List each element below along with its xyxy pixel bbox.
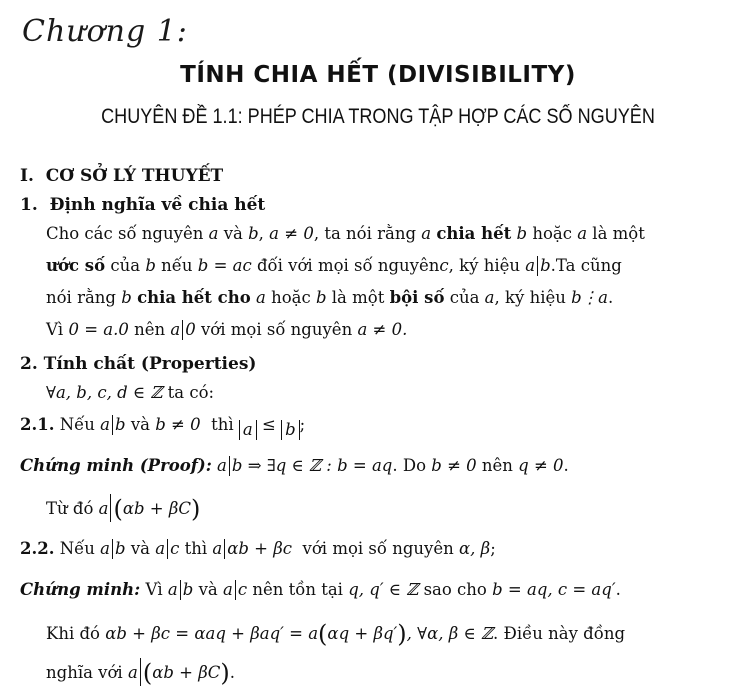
math-var: b bbox=[121, 288, 132, 307]
property-number: 2.1. bbox=[20, 415, 55, 434]
math-symbol: ≤ bbox=[262, 415, 276, 434]
text: sao cho bbox=[423, 580, 487, 599]
proof-label: Chứng minh: bbox=[20, 580, 141, 599]
definition-line-1 bbox=[46, 224, 645, 243]
property-2-1 bbox=[20, 415, 305, 440]
math-var: b bbox=[516, 224, 528, 243]
text: và bbox=[223, 224, 243, 243]
math-var: a bbox=[217, 456, 227, 475]
proof-label: Chứng minh (Proof): bbox=[20, 456, 212, 475]
math-var: a bbox=[100, 539, 111, 558]
math-expr: b = ac bbox=[197, 256, 252, 275]
paren: ( bbox=[113, 495, 123, 523]
text: Nếu bbox=[59, 415, 95, 434]
paren: ( bbox=[318, 620, 328, 648]
abs-value-b: b bbox=[281, 420, 300, 440]
text: và bbox=[130, 539, 150, 558]
text: Từ đó bbox=[46, 499, 94, 518]
text: . Điều này đồng bbox=[493, 624, 626, 643]
text: , bbox=[258, 224, 264, 243]
math-expr: b ≠ 0 bbox=[431, 456, 477, 475]
subsection-heading-properties bbox=[20, 354, 256, 374]
text: đối với mọi số nguyên bbox=[257, 256, 440, 275]
math-expr: q ≠ 0 bbox=[518, 456, 564, 475]
math-var: c bbox=[170, 539, 180, 558]
math-expr: a ≠ 0. bbox=[357, 320, 408, 339]
math-var: b bbox=[115, 539, 126, 558]
divides-bar bbox=[140, 658, 141, 686]
definition-line-2 bbox=[46, 256, 622, 276]
page-subtitle: CHUYÊN ĐỀ 1.1: PHÉP CHIA TRONG TẬP HỢP CÁC SỐ NGUYÊN bbox=[101, 105, 655, 128]
math-var: a bbox=[155, 539, 166, 558]
text: thì bbox=[211, 415, 234, 434]
text: của bbox=[110, 256, 141, 275]
definition-line-3: nói rằng b chia hết cho a hoặc b là một bội số của a, ký hiệu b⋮a. bbox=[46, 288, 614, 307]
math-var: b bbox=[315, 288, 327, 307]
divides-bar bbox=[180, 580, 181, 600]
math-var: c bbox=[439, 256, 449, 275]
bold-term: chia hết cho bbox=[137, 288, 251, 307]
abs-value-a: a bbox=[239, 420, 257, 440]
text: và bbox=[130, 415, 150, 434]
text: , ta nói rằng bbox=[313, 224, 417, 243]
text: hoặc bbox=[271, 288, 311, 307]
math-expr: αb + βC bbox=[152, 663, 221, 682]
text: Nếu bbox=[59, 539, 95, 558]
math-var: a bbox=[421, 224, 432, 243]
text: . bbox=[563, 456, 569, 475]
math-var: a bbox=[525, 256, 536, 275]
definition-line-4 bbox=[46, 320, 407, 340]
property-number: 2.2. bbox=[20, 539, 55, 558]
text: nếu bbox=[161, 256, 193, 275]
paren: ) bbox=[191, 495, 201, 523]
bold-term: bội số bbox=[389, 288, 445, 307]
text: Khi đó bbox=[46, 624, 100, 643]
math-var: a bbox=[170, 320, 181, 339]
math-expr: ⇒ ∃q ∈ ℤ : b = aq bbox=[247, 456, 393, 475]
text: . Do bbox=[392, 456, 427, 475]
math-expr: αb + βc = αaq + βaq′ = a bbox=[105, 624, 319, 643]
section-label: CƠ SỞ LÝ THUYẾT bbox=[45, 166, 224, 186]
divides-bar bbox=[110, 494, 111, 522]
divides-bar bbox=[224, 539, 225, 559]
math-var: a bbox=[167, 580, 178, 599]
text: , ký hiệu bbox=[448, 256, 521, 275]
paren: ( bbox=[142, 659, 153, 687]
math-expr: αb + βc bbox=[227, 539, 293, 558]
math-var: a bbox=[98, 499, 109, 518]
section-number: I. bbox=[20, 166, 34, 186]
math-var: 0 bbox=[185, 320, 196, 339]
math-var: a bbox=[100, 415, 111, 434]
proof-2-1-conclusion bbox=[46, 494, 200, 523]
text: .Ta cũng bbox=[550, 256, 622, 275]
math-var: c bbox=[237, 580, 248, 599]
proof-2-1 bbox=[20, 456, 569, 476]
text: hoặc bbox=[532, 224, 572, 243]
text: của bbox=[449, 288, 480, 307]
math-expr: ∀a, b, c, d ∈ ℤ bbox=[46, 383, 163, 402]
text: nên bbox=[481, 456, 513, 475]
subsection-number: 2. bbox=[20, 354, 38, 374]
math-expr: b ≠ 0 bbox=[155, 415, 201, 434]
math-expr: α, β bbox=[459, 539, 491, 558]
text: là một bbox=[592, 224, 645, 243]
text: nên bbox=[134, 320, 166, 339]
divides-bar bbox=[182, 320, 183, 340]
text: thì bbox=[184, 539, 208, 558]
math-var: b bbox=[145, 256, 156, 275]
divides-bar bbox=[235, 580, 236, 600]
text: nói rằng bbox=[46, 288, 116, 307]
text: Vì bbox=[46, 320, 64, 339]
paren: ) bbox=[397, 620, 407, 648]
divides-bar bbox=[537, 256, 538, 276]
bold-term: ước số bbox=[46, 256, 106, 275]
subsection-number: 1. bbox=[20, 195, 38, 215]
math-expr: b⋮a bbox=[571, 288, 609, 307]
math-var: a bbox=[484, 288, 495, 307]
text: . bbox=[229, 663, 235, 682]
math-expr: a ≠ 0 bbox=[269, 224, 314, 243]
text: nên tồn tại bbox=[252, 580, 343, 599]
text: với mọi số nguyên bbox=[302, 539, 454, 558]
math-expr: αq + βq′ bbox=[327, 624, 398, 643]
text: nghĩa với bbox=[46, 663, 123, 682]
subsection-label: Tính chất (Properties) bbox=[43, 354, 257, 374]
bold-term: chia hết bbox=[436, 224, 512, 243]
property-2-2 bbox=[20, 539, 496, 559]
text: ta có: bbox=[167, 383, 215, 402]
math-expr: q, q′ ∈ ℤ bbox=[348, 580, 419, 599]
divides-bar bbox=[112, 539, 113, 559]
subsection-heading-definition bbox=[20, 195, 265, 215]
math-var: a bbox=[208, 224, 219, 243]
proof-2-2-line-3 bbox=[46, 658, 235, 687]
math-var: b bbox=[115, 415, 126, 434]
text: , ký hiệu bbox=[494, 288, 566, 307]
math-var: b bbox=[540, 256, 551, 275]
divides-bar bbox=[229, 456, 230, 476]
text: với mọi số nguyên bbox=[200, 320, 353, 339]
text: Cho các số nguyên bbox=[46, 224, 204, 243]
proof-2-2 bbox=[20, 580, 621, 600]
properties-quantifier-line bbox=[46, 383, 214, 402]
math-expr: αb + βC bbox=[122, 499, 192, 518]
divides-bar bbox=[112, 415, 113, 435]
text: . bbox=[615, 580, 621, 599]
section-heading-theory bbox=[20, 166, 223, 186]
math-var: a bbox=[577, 224, 588, 243]
math-expr: 0 = a.0 bbox=[68, 320, 129, 339]
text: và bbox=[198, 580, 218, 599]
math-var: a bbox=[127, 663, 138, 682]
chapter-heading: Chương 1: bbox=[22, 14, 188, 49]
math-var: a bbox=[223, 580, 233, 599]
proof-2-2-line-2 bbox=[46, 620, 625, 648]
paren: ) bbox=[220, 659, 230, 687]
math-expr: b = aq, c = aq′ bbox=[492, 580, 616, 599]
math-var: b bbox=[248, 224, 259, 243]
math-var: a bbox=[255, 288, 266, 307]
subsection-label: Định nghĩa về chia hết bbox=[49, 195, 266, 215]
text: là một bbox=[331, 288, 385, 307]
math-expr: , ∀α, β ∈ ℤ bbox=[406, 624, 494, 643]
page-title: TÍNH CHIA HẾT (DIVISIBILITY) bbox=[180, 62, 576, 88]
text: ; bbox=[490, 539, 496, 558]
divides-bar bbox=[167, 539, 168, 559]
text: Vì bbox=[145, 580, 163, 599]
math-var: a bbox=[212, 539, 223, 558]
math-var: b bbox=[231, 456, 243, 475]
text: ; bbox=[299, 415, 306, 434]
math-var: b bbox=[182, 580, 194, 599]
